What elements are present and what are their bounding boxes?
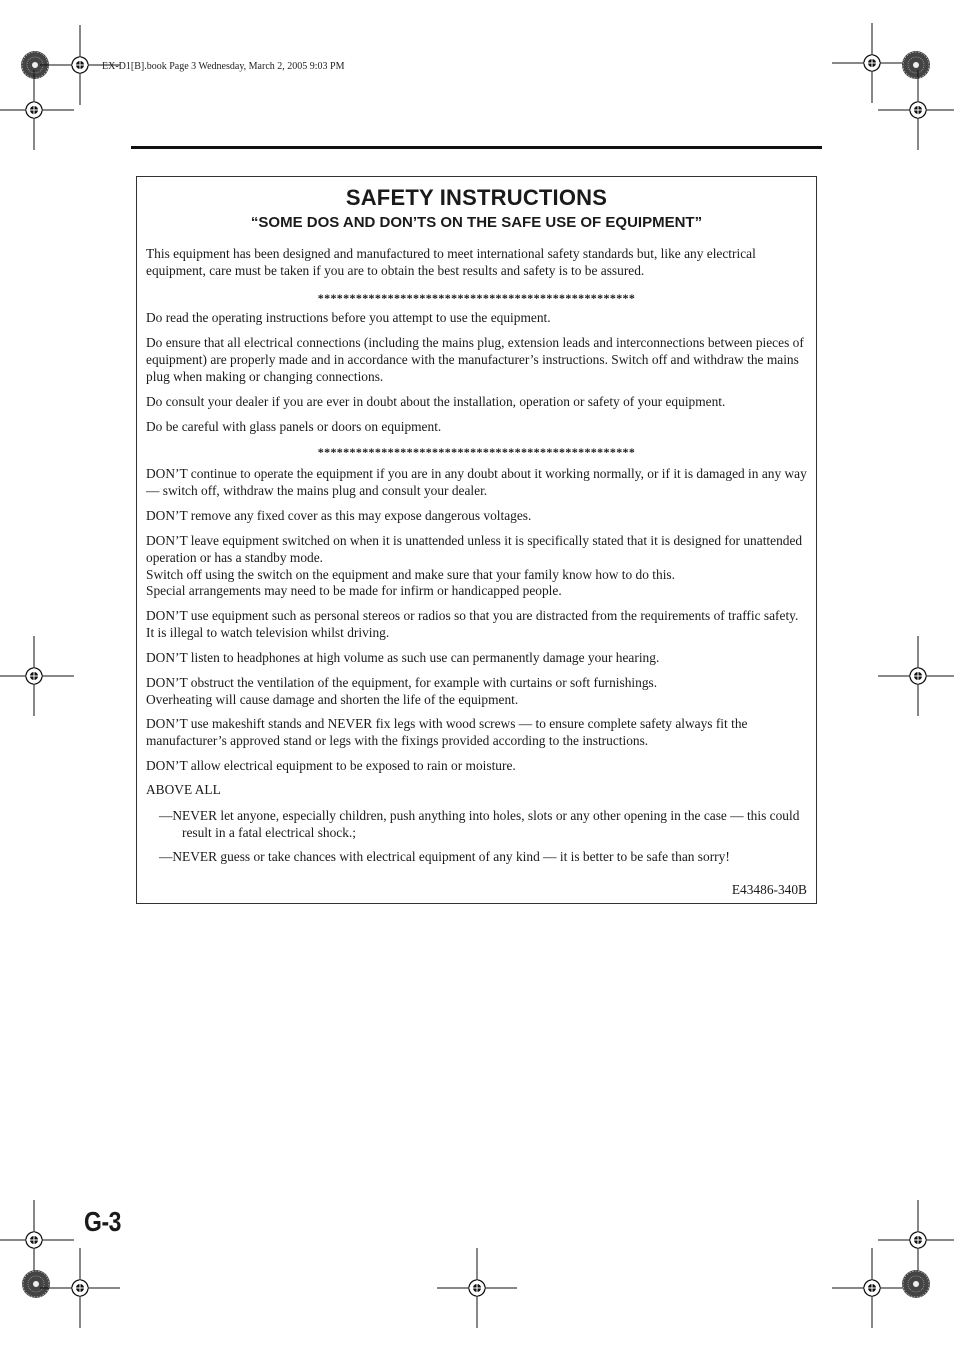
do-item: Do ensure that all electrical connections (including the mains plug, extension leads and interconnections between pieces of equipment) are properly made and in accordance with the manufacturer’s instructions. Switch off and withdraw the mains plug when making or changing connections.	[146, 335, 804, 384]
dont-item: DON’T continue to operate the equipment if you are in any doubt about it working normally, or if it is damaged in any way — switch off, withdraw the mains plug and consult your dealer.	[146, 466, 807, 498]
safety-instructions-box	[136, 176, 817, 904]
page-title: SAFETY INSTRUCTIONS	[345, 185, 608, 210]
dont-item: DON’T use makeshift stands and NEVER fix legs with wood screws — to ensure complete safety always fit the manufacturer’s approved stand or legs with the fixings provided according to the instructions.	[146, 716, 748, 748]
dont-item: DON’T use equipment such as personal stereos or radios so that you are distracted from the requirements of traffic safety. It is illegal to watch television whilst driving.	[146, 608, 799, 640]
intro-paragraph: This equipment has been designed and manufactured to meet international safety standards but, like any electrical equipment, care must be taken if you are to obtain the best results and safety is to be assured.	[146, 246, 756, 278]
dont-item: DON’T leave equipment switched on when it is unattended unless it is specifically stated that it is designed for unattended operation or has a standby mode.	[146, 533, 803, 565]
page-number: G-3	[84, 1206, 122, 1237]
top-rule	[131, 146, 822, 149]
above-all-item: —NEVER let anyone, especially children, push anything into holes, slots or any other opening in the case — this could result in a fatal electrical shock.;	[159, 808, 800, 840]
document-code: E43486-340B	[731, 882, 807, 897]
above-all-item: —NEVER guess or take chances with electrical equipment of any kind — it is better to be safe than sorry!	[159, 849, 730, 864]
dont-item: DON’T listen to headphones at high volume as such use can permanently damage your hearing.	[146, 650, 660, 665]
dont-item: Switch off using the switch on the equipment and make sure that your family know how to do this.	[146, 567, 675, 582]
dont-item: DON’T obstruct the ventilation of the equipment, for example with curtains or soft furnishings.	[146, 675, 658, 690]
dont-item: DON’T remove any fixed cover as this may expose dangerous voltages.	[146, 508, 532, 523]
file-stamp: EX-D1[B].book Page 3 Wednesday, March 2, 2005 9:03 PM	[102, 61, 345, 72]
do-item: Do consult your dealer if you are ever in doubt about the installation, operation or safety of your equipment.	[146, 394, 726, 409]
dont-item: Special arrangements may need to be made for infirm or handicapped people.	[146, 583, 562, 598]
separator-middle: **************************************************	[317, 445, 636, 459]
dont-item: DON’T allow electrical equipment to be exposed to rain or moisture.	[146, 758, 516, 773]
above-all-label: ABOVE ALL	[146, 782, 221, 797]
dont-item: Overheating will cause damage and shorten the life of the equipment.	[146, 692, 519, 707]
page-subtitle: “SOME DOS AND DON’TS ON THE SAFE USE OF EQUIPMENT”	[250, 214, 703, 231]
separator-top: **************************************************	[317, 291, 636, 305]
do-item: Do be careful with glass panels or doors on equipment.	[146, 419, 442, 434]
do-item: Do read the operating instructions before you attempt to use the equipment.	[146, 310, 551, 325]
